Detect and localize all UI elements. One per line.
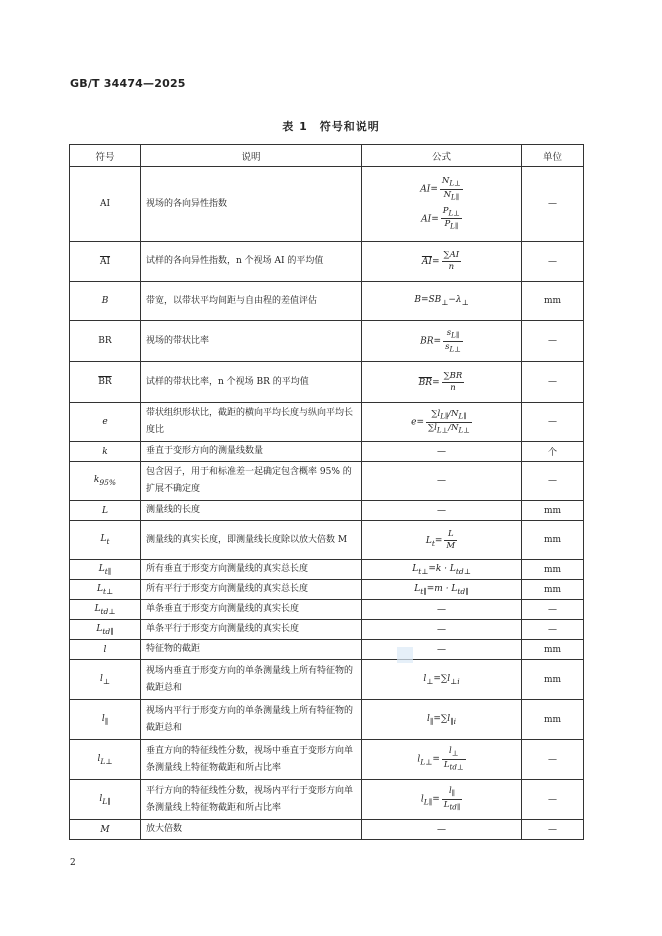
unit-cell: mm bbox=[522, 660, 584, 700]
unit-cell: mm bbox=[522, 521, 584, 560]
symbol-cell: L bbox=[70, 501, 141, 521]
unit-cell: — bbox=[522, 820, 584, 840]
table-row bbox=[70, 167, 584, 242]
description-cell: 视场内垂直于形变方向的单条测量线上所有特征物的截距总和 bbox=[141, 660, 362, 700]
table-row bbox=[70, 403, 584, 442]
column-header: 单位 bbox=[522, 145, 584, 167]
formula-cell: $L_{t\parallel}=m \cdot L_{td\parallel}$ bbox=[362, 580, 522, 600]
unit-cell: — bbox=[522, 600, 584, 620]
description-cell: 放大倍数 bbox=[141, 820, 362, 840]
symbol-cell: $l_\perp$ bbox=[70, 660, 141, 700]
table-row bbox=[70, 780, 584, 820]
formula-cell: $l_{L\parallel}=$ $\frac{l_\parallel}{L_{td\parallel}}$ bbox=[362, 780, 522, 820]
formula: AI= $\frac{P_{L\perp}}{P_{L\parallel}}$ bbox=[421, 205, 460, 231]
table-row bbox=[70, 740, 584, 780]
symbol-cell: $l_{L\parallel}$ bbox=[70, 780, 141, 820]
formula-cell: $L_{t\perp}=k \cdot L_{td\perp}$ bbox=[362, 560, 522, 580]
symbol-cell: $k_{95\%}$ bbox=[70, 462, 141, 501]
symbol-cell: $L_t$ bbox=[70, 521, 141, 560]
unit-cell: 个 bbox=[522, 442, 584, 462]
unit-cell: — bbox=[522, 362, 584, 403]
description-cell: 带状组织形状比，截距的横向平均长度与纵向平均长度比 bbox=[141, 403, 362, 442]
formula-cell: $l_{L\perp}=$ $\frac{l_\perp}{L_{td\perp}}$ bbox=[362, 740, 522, 780]
formula-cell: — bbox=[362, 620, 522, 640]
symbol-cell: AI bbox=[70, 167, 141, 242]
description-cell: 所有垂直于形变方向测量线的真实总长度 bbox=[141, 560, 362, 580]
description-cell: 视场的各向异性指数 bbox=[141, 167, 362, 242]
table-row bbox=[70, 600, 584, 620]
description-cell: 试样的带状比率，n 个视场 BR 的平均值 bbox=[141, 362, 362, 403]
description-cell: 单条平行于形变方向测量线的真实长度 bbox=[141, 620, 362, 640]
table-caption: 表 1 符号和说明 bbox=[282, 120, 380, 133]
unit-cell: mm bbox=[522, 580, 584, 600]
formula-cell: — bbox=[362, 600, 522, 620]
table-row bbox=[70, 521, 584, 560]
unit-cell: mm bbox=[522, 700, 584, 740]
description-cell: 所有平行于形变方向测量线的真实总长度 bbox=[141, 580, 362, 600]
table-row bbox=[70, 362, 584, 403]
formula-cell: $\overline{AI}=$ $\frac{\sum AI}{n}$ bbox=[362, 242, 522, 282]
unit-cell: mm bbox=[522, 282, 584, 321]
symbol-cell: $\overline{AI}$ bbox=[70, 242, 141, 282]
table-row bbox=[70, 442, 584, 462]
description-cell: 包含因子，用于和标准差一起确定包含概率 95% 的扩展不确定度 bbox=[141, 462, 362, 501]
column-header: 符号 bbox=[70, 145, 141, 167]
description-cell: 带宽，以带状平均间距与自由程的差值评估 bbox=[141, 282, 362, 321]
table-row bbox=[70, 560, 584, 580]
formula-cell: $l_\parallel=\sum l_{\parallel i}$ bbox=[362, 700, 522, 740]
description-cell: 测量线的长度 bbox=[141, 501, 362, 521]
table-row bbox=[70, 321, 584, 362]
formula-cell: — bbox=[362, 820, 522, 840]
formula-cell: — bbox=[362, 501, 522, 521]
description-cell: 测量线的真实长度，即测量线长度除以放大倍数 M bbox=[141, 521, 362, 560]
formula-cell: — bbox=[362, 442, 522, 462]
table-row bbox=[70, 282, 584, 321]
formula-cell: $\overline{BR}=$ $\frac{\sum BR}{n}$ bbox=[362, 362, 522, 403]
formula-cell: BR= $\frac{s_{L\parallel}}{s_{L\perp}}$ bbox=[362, 321, 522, 362]
table-row bbox=[70, 501, 584, 521]
unit-cell: mm bbox=[522, 560, 584, 580]
description-cell: 垂直于变形方向的测量线数量 bbox=[141, 442, 362, 462]
description-cell: 垂直方向的特征线性分数，视场中垂直于变形方向单条测量线上特征物截距和所占比率 bbox=[141, 740, 362, 780]
table-header-row bbox=[70, 145, 584, 167]
table-row bbox=[70, 620, 584, 640]
description-cell: 视场的带状比率 bbox=[141, 321, 362, 362]
column-header: 公式 bbox=[362, 145, 522, 167]
formula-cell: $l_\perp=\sum l_{\perp i}$ bbox=[362, 660, 522, 700]
symbol-cell: l bbox=[70, 640, 141, 660]
standard-number: GB/T 34474—2025 bbox=[70, 77, 186, 90]
unit-cell: — bbox=[522, 321, 584, 362]
symbol-table bbox=[69, 144, 584, 840]
unit-cell: — bbox=[522, 167, 584, 242]
symbol-cell: $L_{t\perp}$ bbox=[70, 580, 141, 600]
description-cell: 特征物的截距 bbox=[141, 640, 362, 660]
unit-cell: mm bbox=[522, 640, 584, 660]
unit-cell: — bbox=[522, 780, 584, 820]
unit-cell: — bbox=[522, 462, 584, 501]
description-cell: 平行方向的特征线性分数，视场内平行于变形方向单条测量线上特征物截距和所占比率 bbox=[141, 780, 362, 820]
table-row bbox=[70, 640, 584, 660]
page-number: 2 bbox=[70, 858, 76, 868]
unit-cell: — bbox=[522, 242, 584, 282]
formula-cell: — bbox=[362, 462, 522, 501]
symbol-cell: B bbox=[70, 282, 141, 321]
symbol-cell: $l_\parallel$ bbox=[70, 700, 141, 740]
description-cell: 单条垂直于形变方向测量线的真实长度 bbox=[141, 600, 362, 620]
formula-cell: — bbox=[362, 640, 522, 660]
description-cell: 试样的各向异性指数，n 个视场 AI 的平均值 bbox=[141, 242, 362, 282]
symbol-cell: $L_{td\perp}$ bbox=[70, 600, 141, 620]
unit-cell: — bbox=[522, 403, 584, 442]
formula-cell: $L_t=$ $\frac{L}{M}$ bbox=[362, 521, 522, 560]
unit-cell: mm bbox=[522, 501, 584, 521]
formula: AI= $\frac{N_{L\perp}}{N_{L\parallel}}$ bbox=[420, 176, 461, 202]
watermark-stamp bbox=[397, 647, 413, 663]
formula-cell: e= $\frac{\sum l_{L\parallel}/N_{L\parallel}}{\sum l_{L\perp}/N_{L\perp}}$ bbox=[362, 403, 522, 442]
table-row bbox=[70, 660, 584, 700]
symbol-cell: k bbox=[70, 442, 141, 462]
unit-cell: — bbox=[522, 740, 584, 780]
table-row bbox=[70, 580, 584, 600]
table-row bbox=[70, 242, 584, 282]
formula-cell: $B=SB_\perp-\lambda_\perp$ bbox=[362, 282, 522, 321]
table-row bbox=[70, 700, 584, 740]
symbol-cell: $l_{L\perp}$ bbox=[70, 740, 141, 780]
symbol-cell: $L_{td\parallel}$ bbox=[70, 620, 141, 640]
column-header: 说明 bbox=[141, 145, 362, 167]
table-row bbox=[70, 820, 584, 840]
table-row bbox=[70, 462, 584, 501]
symbol-cell: $L_{t\parallel}$ bbox=[70, 560, 141, 580]
symbol-cell: $\overline{BR}$ bbox=[70, 362, 141, 403]
unit-cell: — bbox=[522, 620, 584, 640]
description-cell: 视场内平行于形变方向的单条测量线上所有特征物的截距总和 bbox=[141, 700, 362, 740]
symbol-cell: e bbox=[70, 403, 141, 442]
formula-cell bbox=[362, 167, 522, 242]
symbol-cell: M bbox=[70, 820, 141, 840]
symbol-cell: BR bbox=[70, 321, 141, 362]
